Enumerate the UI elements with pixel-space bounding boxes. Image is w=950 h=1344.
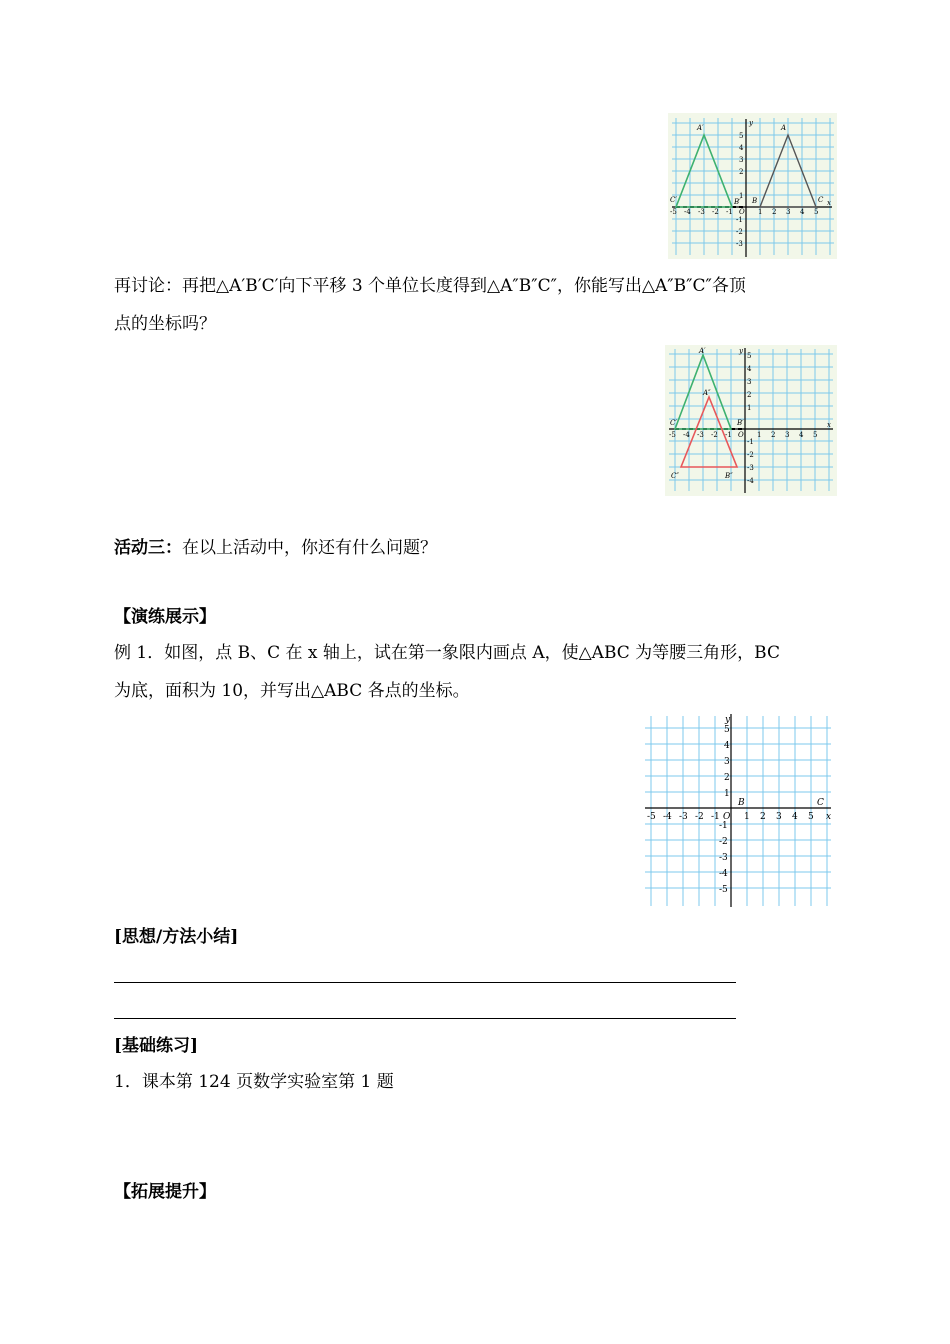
y-tick-label: 2 [739, 168, 744, 176]
y-tick-label: -2 [736, 228, 743, 236]
y-tick-label: 3 [724, 757, 730, 767]
y-tick-label: -4 [747, 477, 754, 485]
y-axis-label: y [725, 715, 731, 725]
point-b-label: B [738, 798, 745, 808]
discussion-line-2: 点的坐标吗？ [114, 314, 216, 334]
x-tick-label: -5 [670, 208, 677, 216]
x-tick-label: 1 [757, 431, 762, 439]
x-axis-label: x [827, 199, 831, 207]
y-tick-label: -3 [747, 464, 754, 472]
y-axis-label: y [749, 119, 753, 127]
figure-translation-1 [668, 113, 837, 259]
y-axis-label: y [739, 347, 743, 355]
y-tick-label: 5 [747, 352, 752, 360]
x-tick-label: 1 [758, 208, 763, 216]
y-tick-label: -1 [736, 216, 743, 224]
vertex-label: C′ [670, 196, 677, 204]
x-tick-label: -3 [697, 431, 704, 439]
basic-practice-item-1: 1．课本第 124 页数学实验室第 1 题 [114, 1072, 394, 1092]
y-tick-label: -2 [747, 451, 754, 459]
y-tick-label: -4 [719, 869, 728, 879]
origin-label: O [738, 431, 744, 439]
x-tick-label: -2 [695, 812, 704, 822]
y-tick-label: 3 [747, 378, 752, 386]
figure-coordinate-grid [643, 712, 835, 908]
x-tick-label: -4 [663, 812, 672, 822]
vertex-label: A′ [699, 347, 706, 355]
y-tick-label: 1 [739, 192, 744, 200]
x-tick-label: 4 [792, 812, 798, 822]
vertex-label: A [781, 124, 787, 132]
y-tick-label: 1 [724, 789, 730, 799]
x-tick-label: -1 [711, 812, 720, 822]
basic-practice-heading: [基础练习] [114, 1036, 199, 1056]
y-tick-label: 2 [747, 391, 752, 399]
x-tick-label: 4 [799, 431, 804, 439]
vertex-label: A′ [697, 124, 704, 132]
origin-label: O [723, 812, 731, 822]
vertex-label: C [818, 196, 824, 204]
x-tick-label: 5 [813, 431, 818, 439]
y-tick-label: -5 [719, 885, 728, 895]
x-axis-label: x [827, 421, 831, 429]
x-tick-label: 3 [785, 431, 790, 439]
x-tick-label: -5 [669, 431, 676, 439]
x-tick-label: 1 [744, 812, 750, 822]
x-tick-label: -1 [726, 208, 733, 216]
y-tick-label: 1 [747, 404, 752, 412]
y-tick-label: -3 [719, 853, 728, 863]
x-tick-label: -3 [679, 812, 688, 822]
discussion-line-1: 再讨论：再把△A′B′C′向下平移 3 个单位长度得到△A″B″C″，你能写出△A″B″C″各顶 [114, 276, 746, 296]
activity-3-label: 活动三： [114, 538, 182, 558]
x-tick-label: -1 [725, 431, 732, 439]
x-tick-label: -4 [684, 208, 691, 216]
y-tick-label: 5 [724, 725, 730, 735]
y-tick-label: 5 [739, 132, 744, 140]
x-tick-label: 3 [786, 208, 791, 216]
vertex-label: C′ [670, 419, 677, 427]
vertex-label: B′ [734, 198, 741, 206]
x-tick-label: -3 [698, 208, 705, 216]
y-tick-label: -1 [747, 438, 754, 446]
activity-3 [114, 531, 437, 565]
x-tick-label: 4 [800, 208, 805, 216]
example-1-line-1: 例 1．如图，点 B、C 在 x 轴上，试在第一象限内画点 A，使△ABC 为等腰三角形，BC [114, 643, 780, 663]
answer-line [114, 1018, 736, 1019]
x-tick-label: 2 [760, 812, 766, 822]
vertex-label: C″ [671, 472, 679, 480]
x-tick-label: -2 [712, 208, 719, 216]
x-tick-label: -2 [711, 431, 718, 439]
x-tick-label: 3 [776, 812, 782, 822]
x-tick-label: 2 [772, 208, 777, 216]
extension-heading: 【拓展提升】 [114, 1182, 216, 1202]
y-tick-label: -3 [736, 240, 743, 248]
activity-3-text: 在以上活动中，你还有什么问题？ [182, 538, 437, 558]
point-c-label: C [817, 798, 824, 808]
x-tick-label: 5 [814, 208, 819, 216]
figure-translation-2 [665, 345, 837, 496]
vertex-label: B [752, 197, 758, 205]
origin-label: O [739, 208, 745, 216]
vertex-label: B′ [737, 419, 744, 427]
vertex-label: B″ [725, 472, 733, 480]
y-tick-label: 2 [724, 773, 730, 783]
example-1-line-2: 为底，面积为 10，并写出△ABC 各点的坐标。 [114, 681, 470, 701]
x-tick-label: 2 [771, 431, 776, 439]
y-tick-label: 4 [739, 144, 744, 152]
y-tick-label: -1 [719, 821, 728, 831]
y-tick-label: 4 [747, 365, 752, 373]
summary-heading: [思想/方法小结] [114, 927, 239, 947]
x-tick-label: 5 [808, 812, 814, 822]
vertex-label: A″ [703, 389, 711, 397]
answer-line [114, 982, 736, 983]
x-axis-label: x [826, 812, 832, 822]
practice-heading: 【演练展示】 [114, 607, 216, 627]
x-tick-label: -5 [647, 812, 656, 822]
x-tick-label: -4 [683, 431, 690, 439]
y-tick-label: 3 [739, 156, 744, 164]
y-tick-label: -2 [719, 837, 728, 847]
y-tick-label: 4 [724, 741, 730, 751]
